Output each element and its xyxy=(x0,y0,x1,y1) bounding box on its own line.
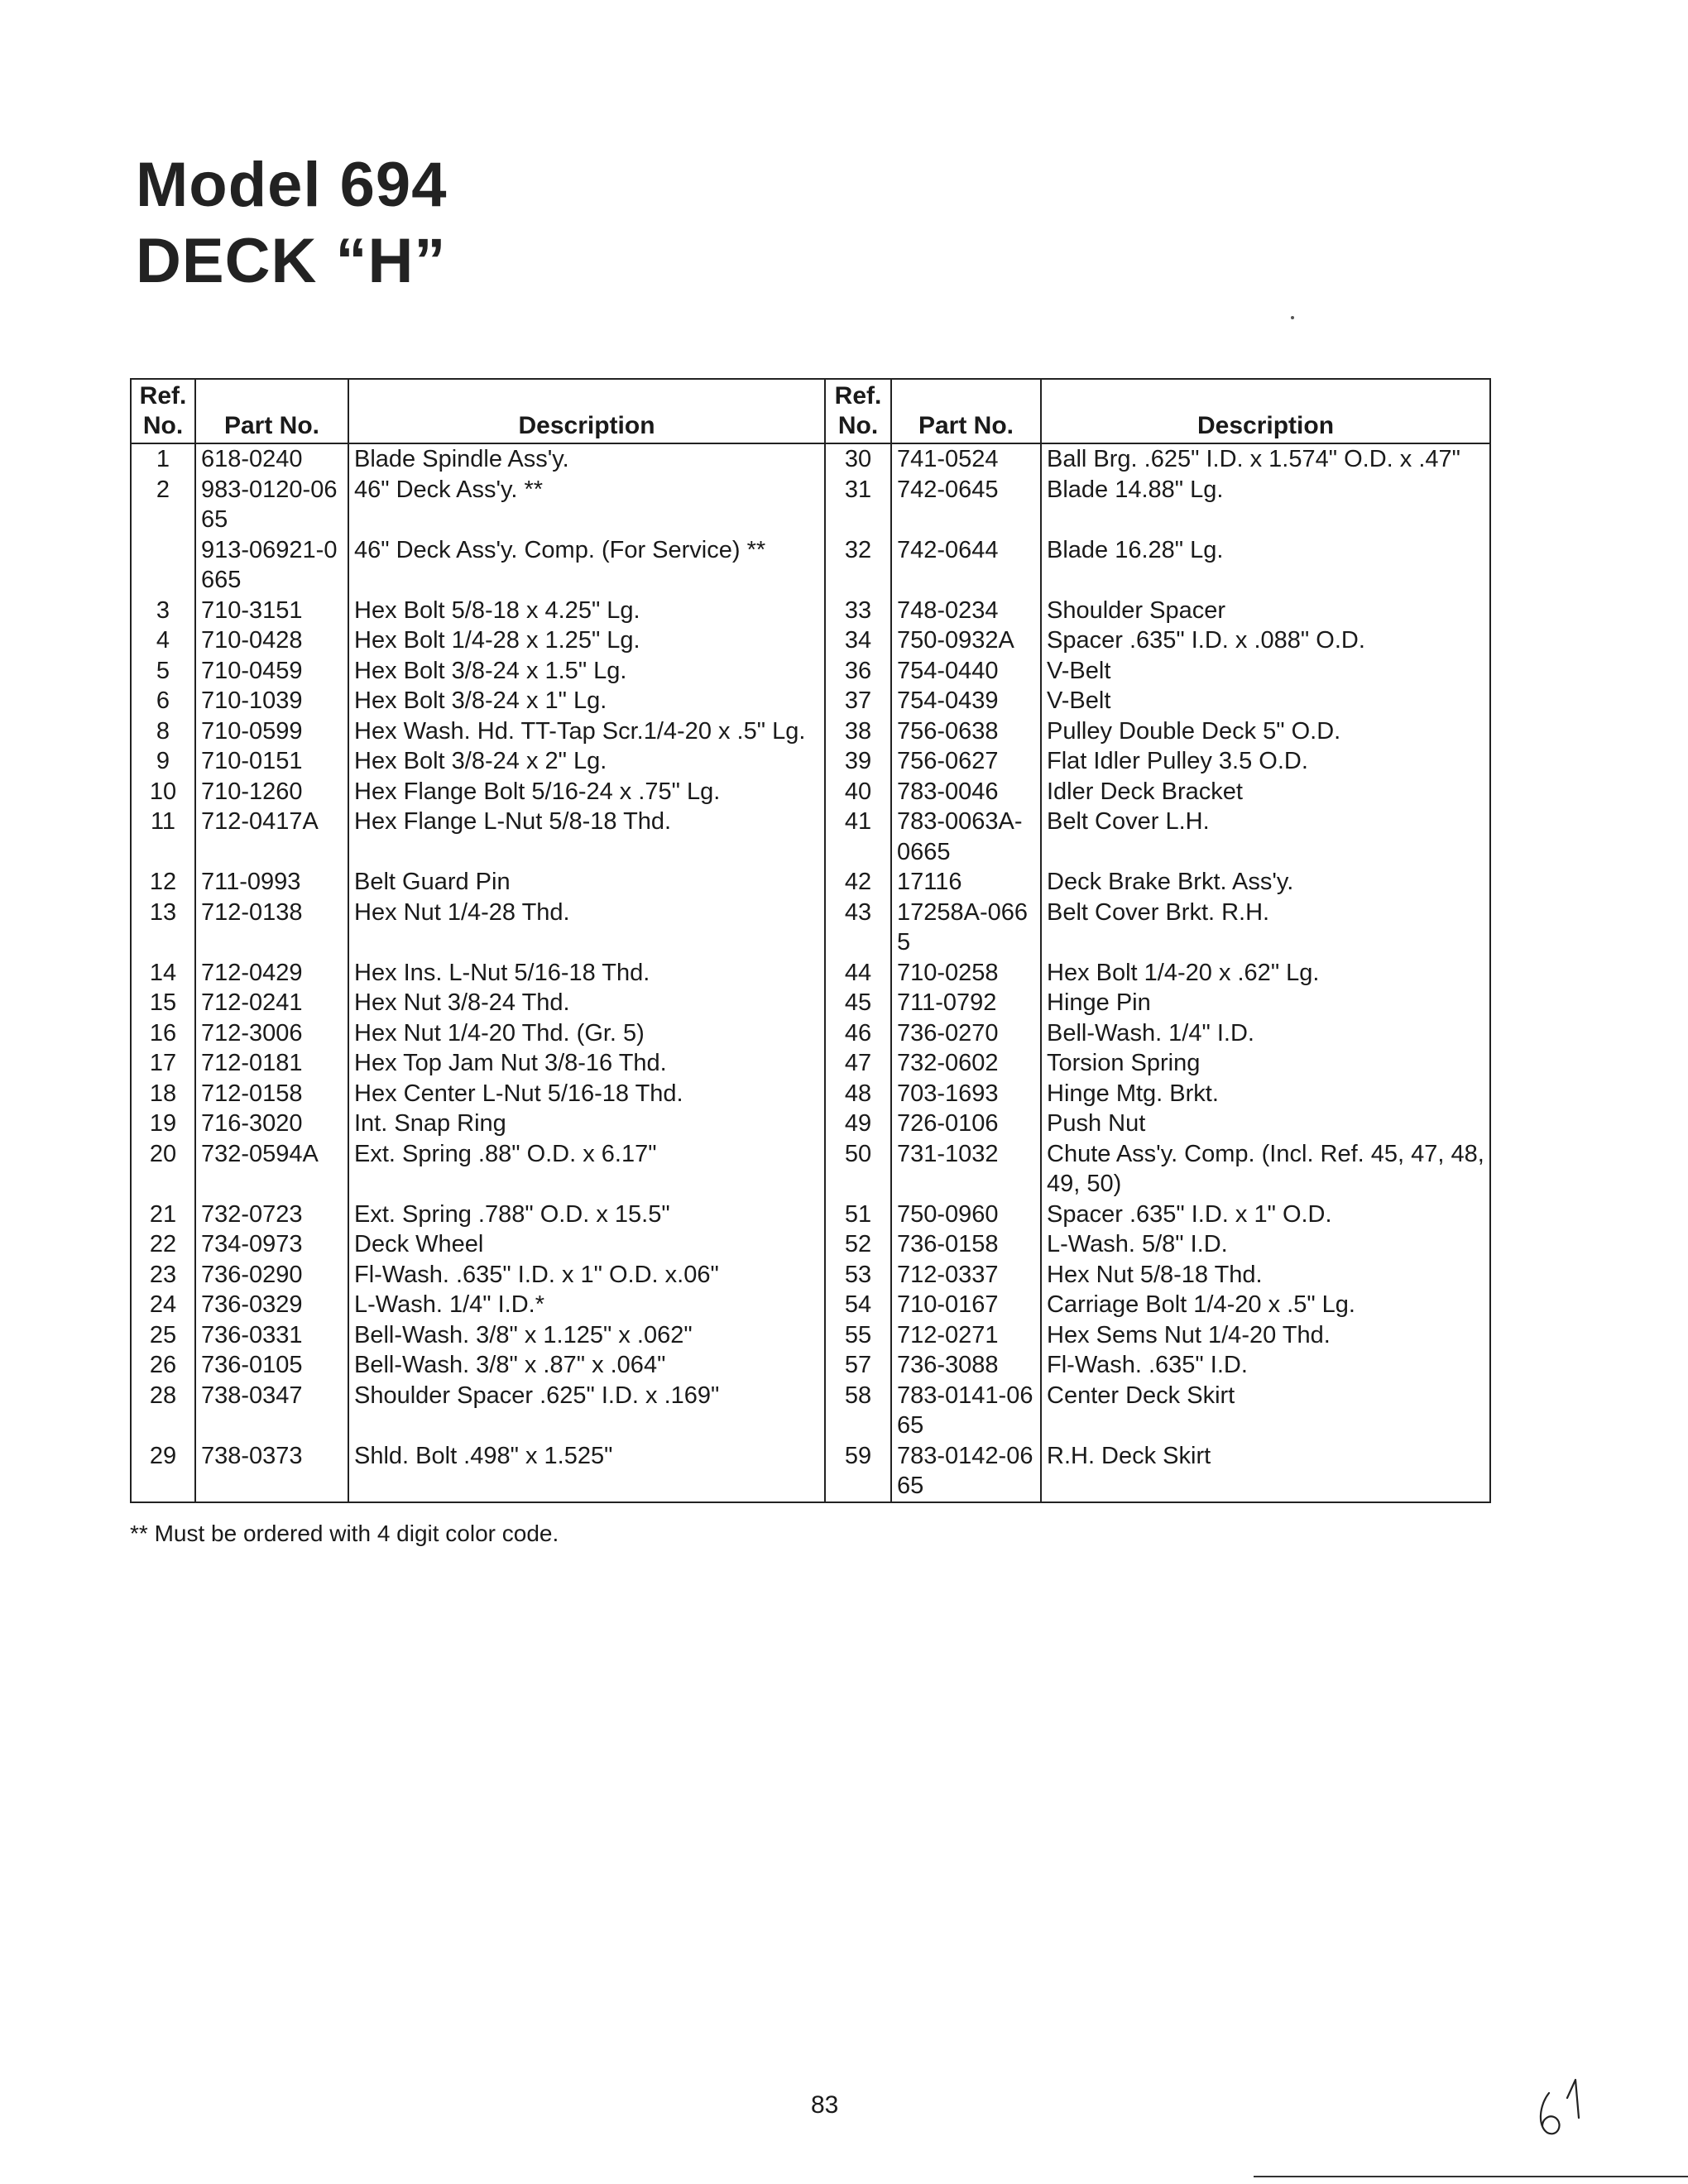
ref-left: 9 xyxy=(131,746,195,777)
table-row xyxy=(131,898,1490,958)
part-number-left: 983-0120-0665 xyxy=(195,475,348,535)
part-number-left: 710-1039 xyxy=(195,686,348,716)
description-right: Belt Cover L.H. xyxy=(1041,807,1490,867)
description-left: Hex Flange Bolt 5/16-24 x .75" Lg. xyxy=(348,777,825,807)
handwritten-mark xyxy=(1531,2068,1597,2143)
part-number-right: 712-0337 xyxy=(891,1260,1041,1291)
description-right: Hex Nut 5/8-18 Thd. xyxy=(1041,1260,1490,1291)
description-left: Bell-Wash. 3/8" x .87" x .064" xyxy=(348,1350,825,1381)
table-row xyxy=(131,596,1490,626)
part-number-left: 712-3006 xyxy=(195,1018,348,1049)
part-number-right: 783-0063A-0665 xyxy=(891,807,1041,867)
description-right: Bell-Wash. 1/4" I.D. xyxy=(1041,1018,1490,1049)
part-number-left: 736-0290 xyxy=(195,1260,348,1291)
description-right: Deck Brake Brkt. Ass'y. xyxy=(1041,867,1490,898)
ref-left: 28 xyxy=(131,1381,195,1441)
table-row xyxy=(131,1290,1490,1320)
part-number-left: 710-3151 xyxy=(195,596,348,626)
table-row xyxy=(131,443,1490,475)
description-left: Int. Snap Ring xyxy=(348,1109,825,1139)
description-right: Spacer .635" I.D. x 1" O.D. xyxy=(1041,1200,1490,1230)
table-row xyxy=(131,535,1490,596)
part-number-left: 913-06921-0665 xyxy=(195,535,348,596)
part-number-right: 726-0106 xyxy=(891,1109,1041,1139)
part-number-right: 750-0960 xyxy=(891,1200,1041,1230)
ref-left: 23 xyxy=(131,1260,195,1291)
ref-left xyxy=(131,535,195,596)
part-number-right: 17258A-0665 xyxy=(891,898,1041,958)
table-row xyxy=(131,1381,1490,1441)
table-row xyxy=(131,1260,1490,1291)
part-number-right: 754-0439 xyxy=(891,686,1041,716)
ref-right: 51 xyxy=(825,1200,891,1230)
description-left: 46" Deck Ass'y. Comp. (For Service) ** xyxy=(348,535,825,596)
part-number-left: 716-3020 xyxy=(195,1109,348,1139)
table-row xyxy=(131,475,1490,535)
ref-right: 34 xyxy=(825,625,891,656)
ref-left: 1 xyxy=(131,443,195,475)
part-number-right: 711-0792 xyxy=(891,988,1041,1018)
part-number-left: 712-0417A xyxy=(195,807,348,867)
table-row xyxy=(131,988,1490,1018)
table-row xyxy=(131,686,1490,716)
ref-left: 16 xyxy=(131,1018,195,1049)
part-number-left: 736-0105 xyxy=(195,1350,348,1381)
part-number-left: 710-1260 xyxy=(195,777,348,807)
ref-right: 55 xyxy=(825,1320,891,1351)
table-row xyxy=(131,958,1490,989)
part-number-right: 731-1032 xyxy=(891,1139,1041,1200)
header-part-left: Part No. xyxy=(195,379,348,443)
ref-right: 31 xyxy=(825,475,891,535)
header-part-right: Part No. xyxy=(891,379,1041,443)
header-desc-left: Description xyxy=(348,379,825,443)
part-number-left: 736-0329 xyxy=(195,1290,348,1320)
ref-left: 18 xyxy=(131,1079,195,1109)
table-row xyxy=(131,1109,1490,1139)
description-left: Fl-Wash. .635" I.D. x 1" O.D. x.06" xyxy=(348,1260,825,1291)
ref-left: 8 xyxy=(131,716,195,747)
part-number-left: 710-0599 xyxy=(195,716,348,747)
description-left: Hex Bolt 1/4-28 x 1.25" Lg. xyxy=(348,625,825,656)
description-left: Hex Wash. Hd. TT-Tap Scr.1/4-20 x .5" Lg. xyxy=(348,716,825,747)
description-right: Belt Cover Brkt. R.H. xyxy=(1041,898,1490,958)
ref-right: 59 xyxy=(825,1441,891,1502)
part-number-right: 712-0271 xyxy=(891,1320,1041,1351)
ref-left: 2 xyxy=(131,475,195,535)
description-left: Ext. Spring .788" O.D. x 15.5" xyxy=(348,1200,825,1230)
ref-right: 38 xyxy=(825,716,891,747)
ref-right: 33 xyxy=(825,596,891,626)
ref-left: 20 xyxy=(131,1139,195,1200)
part-number-right: 736-0270 xyxy=(891,1018,1041,1049)
scan-speck xyxy=(1291,316,1294,319)
part-number-right: 754-0440 xyxy=(891,656,1041,687)
page-number: 83 xyxy=(811,2091,839,2119)
ref-right: 53 xyxy=(825,1260,891,1291)
description-right: Hex Sems Nut 1/4-20 Thd. xyxy=(1041,1320,1490,1351)
part-number-left: 710-0151 xyxy=(195,746,348,777)
description-left: Hex Bolt 3/8-24 x 1.5" Lg. xyxy=(348,656,825,687)
description-left: Hex Center L-Nut 5/16-18 Thd. xyxy=(348,1079,825,1109)
description-left: Hex Top Jam Nut 3/8-16 Thd. xyxy=(348,1048,825,1079)
description-right: R.H. Deck Skirt xyxy=(1041,1441,1490,1502)
ref-left: 6 xyxy=(131,686,195,716)
part-number-right: 703-1693 xyxy=(891,1079,1041,1109)
ref-left: 26 xyxy=(131,1350,195,1381)
description-right: Hinge Pin xyxy=(1041,988,1490,1018)
ref-left: 3 xyxy=(131,596,195,626)
part-number-right: 736-0158 xyxy=(891,1229,1041,1260)
description-left: Hex Nut 1/4-20 Thd. (Gr. 5) xyxy=(348,1018,825,1049)
table-row xyxy=(131,1048,1490,1079)
description-left: Hex Nut 3/8-24 Thd. xyxy=(348,988,825,1018)
ref-left: 13 xyxy=(131,898,195,958)
ref-right: 44 xyxy=(825,958,891,989)
description-right: Chute Ass'y. Comp. (Incl. Ref. 45, 47, 48, 49, 50) xyxy=(1041,1139,1490,1200)
ref-right: 47 xyxy=(825,1048,891,1079)
table-row xyxy=(131,1320,1490,1351)
description-right: Hex Bolt 1/4-20 x .62" Lg. xyxy=(1041,958,1490,989)
parts-table-body xyxy=(131,443,1490,1502)
ref-right: 43 xyxy=(825,898,891,958)
ref-right: 46 xyxy=(825,1018,891,1049)
ref-right: 42 xyxy=(825,867,891,898)
description-right: Ball Brg. .625" I.D. x 1.574" O.D. x .47" xyxy=(1041,443,1490,475)
description-left: Hex Flange L-Nut 5/8-18 Thd. xyxy=(348,807,825,867)
table-row xyxy=(131,625,1490,656)
ref-left: 24 xyxy=(131,1290,195,1320)
part-number-left: 732-0594A xyxy=(195,1139,348,1200)
table-header-row xyxy=(131,379,1490,443)
description-left: Blade Spindle Ass'y. xyxy=(348,443,825,475)
table-row xyxy=(131,716,1490,747)
ref-left: 10 xyxy=(131,777,195,807)
footnote: ** Must be ordered with 4 digit color code. xyxy=(130,1521,559,1546)
description-left: L-Wash. 1/4" I.D.* xyxy=(348,1290,825,1320)
description-left: Belt Guard Pin xyxy=(348,867,825,898)
title-deck: DECK “H” xyxy=(136,226,447,296)
table-row xyxy=(131,1229,1490,1260)
table-row xyxy=(131,1441,1490,1502)
part-number-left: 732-0723 xyxy=(195,1200,348,1230)
description-left: Hex Bolt 3/8-24 x 1" Lg. xyxy=(348,686,825,716)
table-row xyxy=(131,807,1490,867)
ref-left: 25 xyxy=(131,1320,195,1351)
part-number-left: 710-0428 xyxy=(195,625,348,656)
table-row xyxy=(131,777,1490,807)
description-left: Hex Bolt 5/8-18 x 4.25" Lg. xyxy=(348,596,825,626)
description-right: Blade 14.88" Lg. xyxy=(1041,475,1490,535)
header-ref-left: Ref. No. xyxy=(131,379,195,443)
part-number-right: 748-0234 xyxy=(891,596,1041,626)
ref-left: 4 xyxy=(131,625,195,656)
part-number-right: 756-0638 xyxy=(891,716,1041,747)
description-left: Bell-Wash. 3/8" x 1.125" x .062" xyxy=(348,1320,825,1351)
title-model: Model 694 xyxy=(136,150,448,220)
table-row xyxy=(131,746,1490,777)
description-left: Ext. Spring .88" O.D. x 6.17" xyxy=(348,1139,825,1200)
ref-right: 54 xyxy=(825,1290,891,1320)
ref-left: 29 xyxy=(131,1441,195,1502)
description-right: Pulley Double Deck 5" O.D. xyxy=(1041,716,1490,747)
part-number-left: 711-0993 xyxy=(195,867,348,898)
part-number-left: 738-0373 xyxy=(195,1441,348,1502)
ref-right: 45 xyxy=(825,988,891,1018)
description-right: Carriage Bolt 1/4-20 x .5" Lg. xyxy=(1041,1290,1490,1320)
description-right: Spacer .635" I.D. x .088" O.D. xyxy=(1041,625,1490,656)
description-left: Shoulder Spacer .625" I.D. x .169" xyxy=(348,1381,825,1441)
parts-table xyxy=(130,378,1491,1503)
table-row xyxy=(131,1018,1490,1049)
ref-left: 15 xyxy=(131,988,195,1018)
table-row xyxy=(131,1350,1490,1381)
description-left: 46" Deck Ass'y. ** xyxy=(348,475,825,535)
part-number-left: 618-0240 xyxy=(195,443,348,475)
table-row xyxy=(131,656,1490,687)
ref-left: 11 xyxy=(131,807,195,867)
description-right: Hinge Mtg. Brkt. xyxy=(1041,1079,1490,1109)
description-right: V-Belt xyxy=(1041,656,1490,687)
part-number-right: 742-0645 xyxy=(891,475,1041,535)
part-number-left: 712-0429 xyxy=(195,958,348,989)
table-row xyxy=(131,1139,1490,1200)
table-row xyxy=(131,867,1490,898)
part-number-left: 712-0158 xyxy=(195,1079,348,1109)
table-row xyxy=(131,1079,1490,1109)
ref-right: 40 xyxy=(825,777,891,807)
part-number-right: 783-0046 xyxy=(891,777,1041,807)
description-right: Flat Idler Pulley 3.5 O.D. xyxy=(1041,746,1490,777)
ref-right: 39 xyxy=(825,746,891,777)
part-number-right: 17116 xyxy=(891,867,1041,898)
description-left: Hex Ins. L-Nut 5/16-18 Thd. xyxy=(348,958,825,989)
ref-left: 22 xyxy=(131,1229,195,1260)
part-number-right: 783-0141-0665 xyxy=(891,1381,1041,1441)
description-right: Torsion Spring xyxy=(1041,1048,1490,1079)
ref-right: 48 xyxy=(825,1079,891,1109)
part-number-right: 783-0142-0665 xyxy=(891,1441,1041,1502)
header-desc-right: Description xyxy=(1041,379,1490,443)
part-number-right: 710-0258 xyxy=(891,958,1041,989)
ref-right: 36 xyxy=(825,656,891,687)
description-left: Hex Bolt 3/8-24 x 2" Lg. xyxy=(348,746,825,777)
description-right: Fl-Wash. .635" I.D. xyxy=(1041,1350,1490,1381)
ref-left: 5 xyxy=(131,656,195,687)
description-right: Push Nut xyxy=(1041,1109,1490,1139)
ref-right: 30 xyxy=(825,443,891,475)
part-number-right: 756-0627 xyxy=(891,746,1041,777)
ref-right: 49 xyxy=(825,1109,891,1139)
description-right: Idler Deck Bracket xyxy=(1041,777,1490,807)
part-number-right: 741-0524 xyxy=(891,443,1041,475)
header-ref-right: Ref. No. xyxy=(825,379,891,443)
description-left: Shld. Bolt .498" x 1.525" xyxy=(348,1441,825,1502)
ref-right: 41 xyxy=(825,807,891,867)
description-left: Hex Nut 1/4-28 Thd. xyxy=(348,898,825,958)
description-right: Center Deck Skirt xyxy=(1041,1381,1490,1441)
part-number-right: 732-0602 xyxy=(891,1048,1041,1079)
part-number-left: 710-0459 xyxy=(195,656,348,687)
ref-left: 17 xyxy=(131,1048,195,1079)
part-number-right: 710-0167 xyxy=(891,1290,1041,1320)
description-right: L-Wash. 5/8" I.D. xyxy=(1041,1229,1490,1260)
part-number-left: 738-0347 xyxy=(195,1381,348,1441)
ref-right: 57 xyxy=(825,1350,891,1381)
ref-right: 52 xyxy=(825,1229,891,1260)
ref-right: 32 xyxy=(825,535,891,596)
part-number-left: 712-0181 xyxy=(195,1048,348,1079)
ref-right: 37 xyxy=(825,686,891,716)
ref-right: 58 xyxy=(825,1381,891,1441)
table-row xyxy=(131,1200,1490,1230)
ref-left: 12 xyxy=(131,867,195,898)
part-number-left: 712-0241 xyxy=(195,988,348,1018)
ref-left: 19 xyxy=(131,1109,195,1139)
part-number-right: 736-3088 xyxy=(891,1350,1041,1381)
description-right: Blade 16.28" Lg. xyxy=(1041,535,1490,596)
part-number-right: 742-0644 xyxy=(891,535,1041,596)
bottom-rule xyxy=(1254,2176,1688,2177)
description-right: Shoulder Spacer xyxy=(1041,596,1490,626)
part-number-left: 712-0138 xyxy=(195,898,348,958)
description-right: V-Belt xyxy=(1041,686,1490,716)
ref-left: 14 xyxy=(131,958,195,989)
part-number-left: 734-0973 xyxy=(195,1229,348,1260)
page-title xyxy=(136,147,447,299)
description-left: Deck Wheel xyxy=(348,1229,825,1260)
ref-right: 50 xyxy=(825,1139,891,1200)
ref-left: 21 xyxy=(131,1200,195,1230)
part-number-left: 736-0331 xyxy=(195,1320,348,1351)
part-number-right: 750-0932A xyxy=(891,625,1041,656)
